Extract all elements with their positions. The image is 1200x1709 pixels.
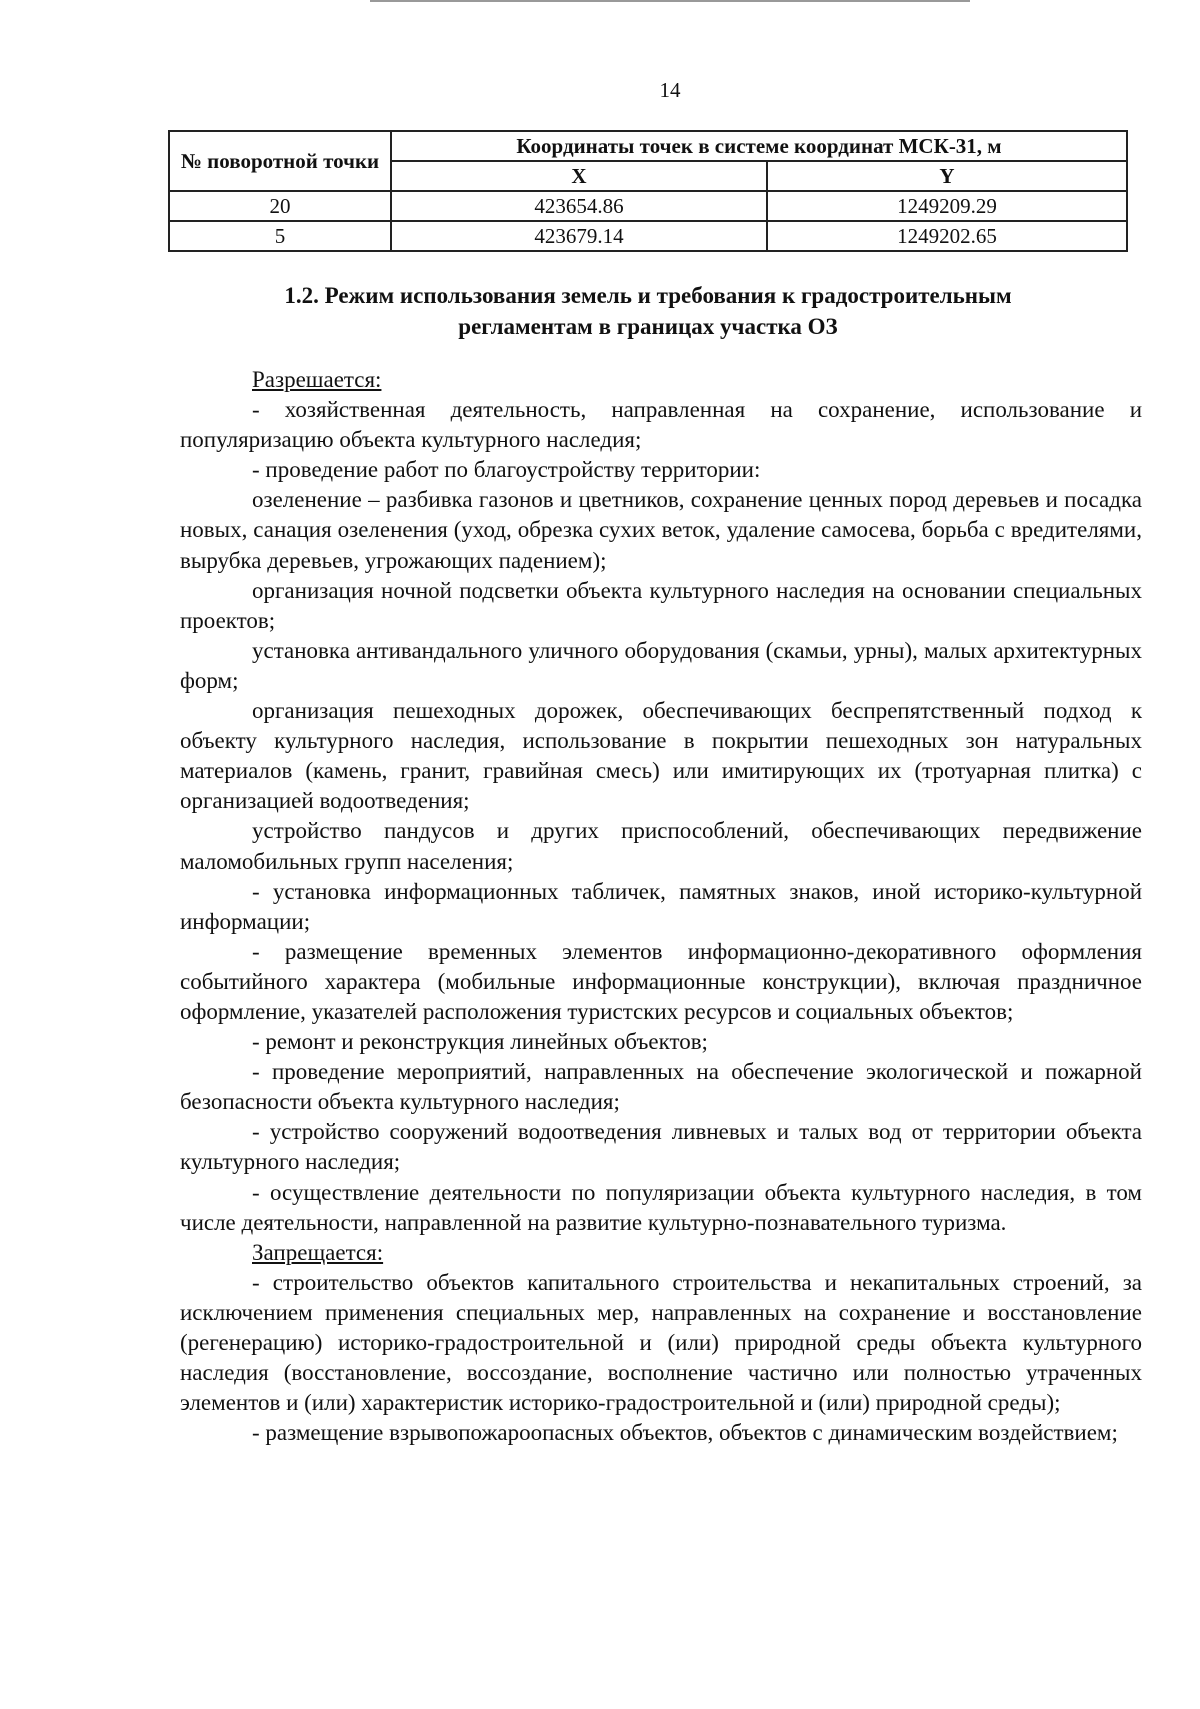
header-coords-title: Координаты точек в системе координат МСК-31, м	[391, 131, 1127, 161]
cell-y: 1249209.29	[767, 191, 1127, 221]
list-item: - размещение временных элементов информационно-декоративного оформления событийного характера (мобильные информационные конструкции), включая праздничное оформление, указателей расположения туристских ресурсов и социальных объектов;	[180, 938, 1142, 1024]
coordinates-table	[168, 130, 1128, 252]
cell-point: 5	[169, 221, 391, 251]
scan-edge-line	[370, 0, 970, 8]
list-item: организация ночной подсветки объекта культурного наследия на основании специальных проектов;	[180, 577, 1142, 633]
list-item: - строительство объектов капитального строительства и некапитальных строений, за исключением применения специальных мер, направленных на сохранение и восстановление (регенерацию) историко-градостроительной и (или) природной среды объекта культурного наследия (восстановление, воссоздание, восполнение частично или полностью утраченных элементов и (или) характеристик историко-градостроительной и (или) природной среды);	[180, 1269, 1142, 1416]
list-item: озеленение – разбивка газонов и цветников, сохранение ценных пород деревьев и посадка новых, санация озеленения (уход, обрезка сухих веток, удаление самосева, борьба с вредителями, вырубка деревьев, угрожающих падением);	[180, 487, 1142, 573]
section-title-line: регламентам в границах участка ОЗ	[458, 314, 838, 339]
section-title	[168, 280, 1128, 342]
list-item: - размещение взрывопожароопасных объектов, объектов с динамическим воздействием;	[252, 1420, 1118, 1446]
prohibited-heading: Запрещается:	[252, 1239, 384, 1265]
list-item: организация пешеходных дорожек, обеспечивающих беспрепятственный подход к объекту культурного наследия, использование в покрытии пешеходных зон натуральных материалов (камень, гранит, гравийная смесь) или имитирующих их (тротуарная плитка) с организацией водоотведения;	[180, 698, 1142, 814]
list-item: - проведение работ по благоустройству территории:	[252, 457, 761, 483]
header-point-number: № поворотной точки	[169, 131, 391, 191]
table-header-row	[169, 131, 1127, 161]
list-item: - устройство сооружений водоотведения ливневых и талых вод от территории объекта культурного наследия;	[180, 1119, 1142, 1175]
list-item: - хозяйственная деятельность, направленная на сохранение, использование и популяризацию объекта культурного наследия;	[180, 397, 1142, 453]
list-item: - осуществление деятельности по популяризации объекта культурного наследия, в том числе деятельности, направленной на развитие культурно-познавательного туризма.	[180, 1179, 1142, 1235]
header-y: Y	[767, 161, 1127, 191]
list-item: устройство пандусов и других приспособлений, обеспечивающих передвижение маломобильных групп населения;	[180, 818, 1142, 874]
table-row	[169, 221, 1127, 251]
document-body	[180, 365, 1142, 1448]
cell-x: 423654.86	[391, 191, 767, 221]
cell-point: 20	[169, 191, 391, 221]
cell-y: 1249202.65	[767, 221, 1127, 251]
cell-x: 423679.14	[391, 221, 767, 251]
header-x: X	[391, 161, 767, 191]
list-item: - установка информационных табличек, памятных знаков, иной историко-культурной информации;	[180, 878, 1142, 934]
page-number: 14	[659, 78, 681, 102]
list-item: - ремонт и реконструкция линейных объектов;	[252, 1029, 708, 1055]
allowed-heading: Разрешается:	[252, 367, 382, 392]
list-item: установка антивандального уличного оборудования (скамьи, урны), малых архитектурных форм;	[180, 637, 1142, 693]
section-title-line: 1.2. Режим использования земель и требования к градостроительным	[284, 283, 1012, 308]
table-row	[169, 191, 1127, 221]
list-item: - проведение мероприятий, направленных на обеспечение экологической и пожарной безопасности объекта культурного наследия;	[180, 1059, 1142, 1115]
